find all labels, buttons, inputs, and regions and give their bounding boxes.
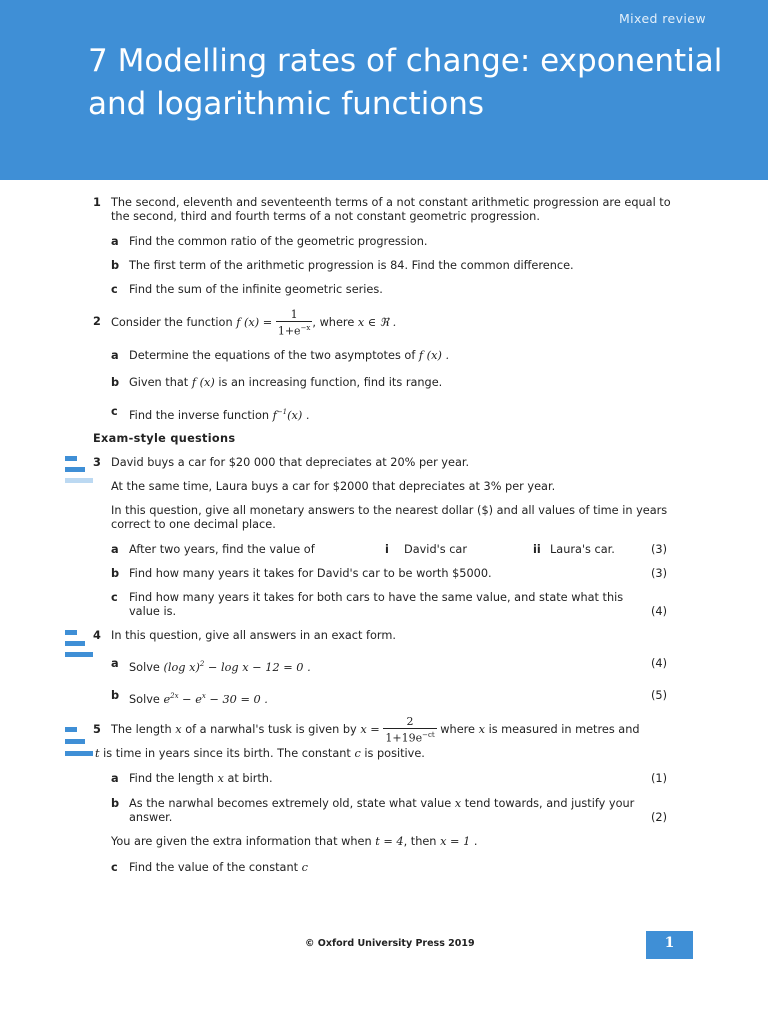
question-stem: At the same time, Laura buys a car for $2000 that depreciates at 3% per year.: [111, 480, 556, 493]
subpart-label: i: [385, 543, 389, 556]
part-text: [129, 772, 273, 786]
fraction-denominator: [276, 322, 313, 338]
part-text-content: Find the length: [129, 772, 214, 785]
question-stem: [111, 715, 640, 745]
exponent: 2x: [170, 692, 179, 700]
difficulty-bar: [65, 478, 93, 483]
function-argument: (x) .: [287, 408, 310, 422]
question-stem: In this question, give all answers in an exact form.: [111, 629, 396, 642]
marks: (3): [651, 543, 668, 556]
part-label: a: [111, 235, 119, 248]
part-text-content: As the narwhal becomes extremely old, state what value: [129, 797, 452, 810]
variable: x: [175, 722, 182, 736]
difficulty-bar: [65, 456, 77, 461]
question-number: 4: [93, 629, 101, 642]
part-text: [129, 657, 311, 675]
log-term: (log x): [163, 660, 200, 674]
math-expression: [273, 409, 310, 422]
part-text: After two years, find the value of: [129, 543, 315, 556]
question-stem: [111, 835, 477, 849]
copyright-footer: © Oxford University Press 2019: [305, 938, 475, 949]
variable: c: [354, 747, 361, 760]
stem-text: where: [440, 722, 475, 736]
variable: t: [95, 747, 100, 760]
section-label: Mixed review: [618, 11, 706, 26]
function-expression: f (x) =: [236, 315, 273, 329]
page-header: [0, 0, 768, 180]
part-label: b: [111, 376, 120, 389]
math-expression: [163, 661, 310, 674]
page-title: 7 Modelling rates of change: exponential and logarithmic functions: [88, 43, 723, 122]
exponent: 2: [199, 660, 205, 668]
part-text: [129, 689, 268, 707]
stem-text: .: [473, 835, 478, 848]
stem-text: of a narwhal's tusk is given by: [185, 722, 357, 736]
subpart-text: David's car: [404, 543, 467, 556]
fraction-numerator: 1: [276, 308, 313, 322]
part-text-content: Solve: [129, 660, 160, 674]
part-text: Find how many years it takes for both cars to have the same value, and state what this value is.: [129, 591, 624, 618]
denominator-exponent: −ct: [422, 731, 435, 739]
part-text: Find how many years it takes for David's car to be worth $5000.: [129, 567, 492, 580]
question-number: 3: [93, 456, 101, 469]
section-heading: Exam-style questions: [93, 432, 236, 445]
page-number: 1: [646, 931, 693, 959]
part-text-content: Find the inverse function: [129, 408, 270, 422]
stem-text: , then: [403, 835, 437, 848]
stem-text: , where: [312, 315, 355, 329]
marks: (4): [651, 657, 668, 670]
condition: t = 4: [375, 835, 404, 848]
part-label: a: [111, 772, 119, 785]
difficulty-bar: [65, 467, 85, 472]
difficulty-bar: [65, 751, 93, 756]
math-expression: f (x) .: [418, 349, 450, 362]
part-text-content: Solve: [129, 692, 160, 706]
part-text: The first term of the arithmetic progression is 84. Find the common difference.: [129, 259, 574, 272]
part-text: [129, 349, 449, 363]
part-label: a: [111, 543, 119, 556]
difficulty-bar: [65, 652, 93, 657]
question-stem: [95, 747, 425, 761]
stem-text: is time in years since its birth. The constant: [103, 747, 351, 760]
denominator-base: 1+19e: [385, 731, 423, 745]
part-text: [129, 376, 442, 390]
part-text-content: at birth.: [227, 772, 273, 785]
variable: x: [478, 722, 485, 736]
question-stem: The second, eleventh and seventeenth terms of a not constant arithmetic progression are equal to the second, third and fourth terms of a not constant geometric progression.: [111, 196, 671, 223]
question-number: 1: [93, 196, 101, 209]
marks: (4): [651, 605, 668, 618]
question-number: 5: [93, 723, 101, 736]
marks: (5): [651, 689, 668, 702]
denominator-exponent: −x: [300, 324, 311, 332]
equation-rest: − log x − 12 = 0 .: [207, 660, 311, 674]
subpart-text: Laura's car.: [550, 543, 615, 556]
question-stem: [111, 308, 396, 338]
question-number: 2: [93, 315, 101, 328]
part-label: a: [111, 657, 119, 670]
part-label: c: [111, 283, 118, 296]
part-text-content: tend towards, and justify your answer.: [129, 797, 635, 824]
question-stem: David buys a car for $20 000 that depreciates at 20% per year.: [111, 456, 470, 469]
math-expression: [163, 693, 267, 706]
equation-rest: − 30 = 0 .: [209, 692, 268, 706]
exp-term: e: [163, 692, 171, 706]
part-text-content: Find the value of the constant: [129, 861, 299, 874]
equation-lhs: x =: [360, 722, 380, 736]
domain-expression: x ∈ ℜ .: [357, 315, 397, 329]
fraction-denominator: [383, 729, 436, 745]
stem-text: is positive.: [364, 747, 425, 760]
variable: x: [217, 772, 224, 785]
part-label: c: [111, 405, 118, 418]
fraction: [383, 715, 436, 745]
part-text: [129, 405, 310, 423]
part-text-content: Given that: [129, 376, 189, 389]
exp-term: − e: [182, 692, 202, 706]
difficulty-bar: [65, 739, 85, 744]
marks: (1): [651, 772, 668, 785]
part-text: Find the sum of the infinite geometric series.: [129, 283, 383, 296]
part-label: b: [111, 567, 120, 580]
fraction-numerator: 2: [383, 715, 436, 729]
marks: (3): [651, 567, 668, 580]
variable: c: [301, 861, 308, 874]
stem-text: The length: [111, 722, 172, 736]
difficulty-bar: [65, 630, 77, 635]
difficulty-bar: [65, 641, 85, 646]
part-label: a: [111, 349, 119, 362]
part-label: b: [111, 689, 120, 702]
part-text-content: is an increasing function, find its range.: [218, 376, 443, 389]
fraction: [276, 308, 313, 338]
part-label: b: [111, 259, 120, 272]
condition: x = 1: [440, 835, 471, 848]
stem-text: You are given the extra information that when: [111, 835, 372, 848]
part-label: c: [111, 591, 118, 604]
inverse-exponent: −1: [276, 408, 288, 416]
marks: (2): [651, 811, 668, 824]
stem-text: Consider the function: [111, 315, 233, 329]
part-text: Find the common ratio of the geometric progression.: [129, 235, 428, 248]
function-name: f: [272, 408, 277, 422]
part-text: [129, 797, 664, 825]
stem-text: is measured in metres and: [488, 722, 640, 736]
denominator-base: 1+e: [277, 324, 301, 338]
question-stem: In this question, give all monetary answers to the nearest dollar ($) and all values of time in years correct to one decimal place.: [111, 504, 668, 531]
math-expression: f (x): [191, 376, 215, 389]
variable: x: [454, 797, 462, 810]
subpart-label: ii: [533, 543, 541, 556]
exponent: x: [201, 692, 206, 700]
part-text-content: Determine the equations of the two asymptotes of: [129, 349, 416, 362]
difficulty-bar: [65, 727, 77, 732]
part-label: c: [111, 861, 118, 874]
part-label: b: [111, 797, 120, 810]
part-text: [129, 861, 308, 875]
